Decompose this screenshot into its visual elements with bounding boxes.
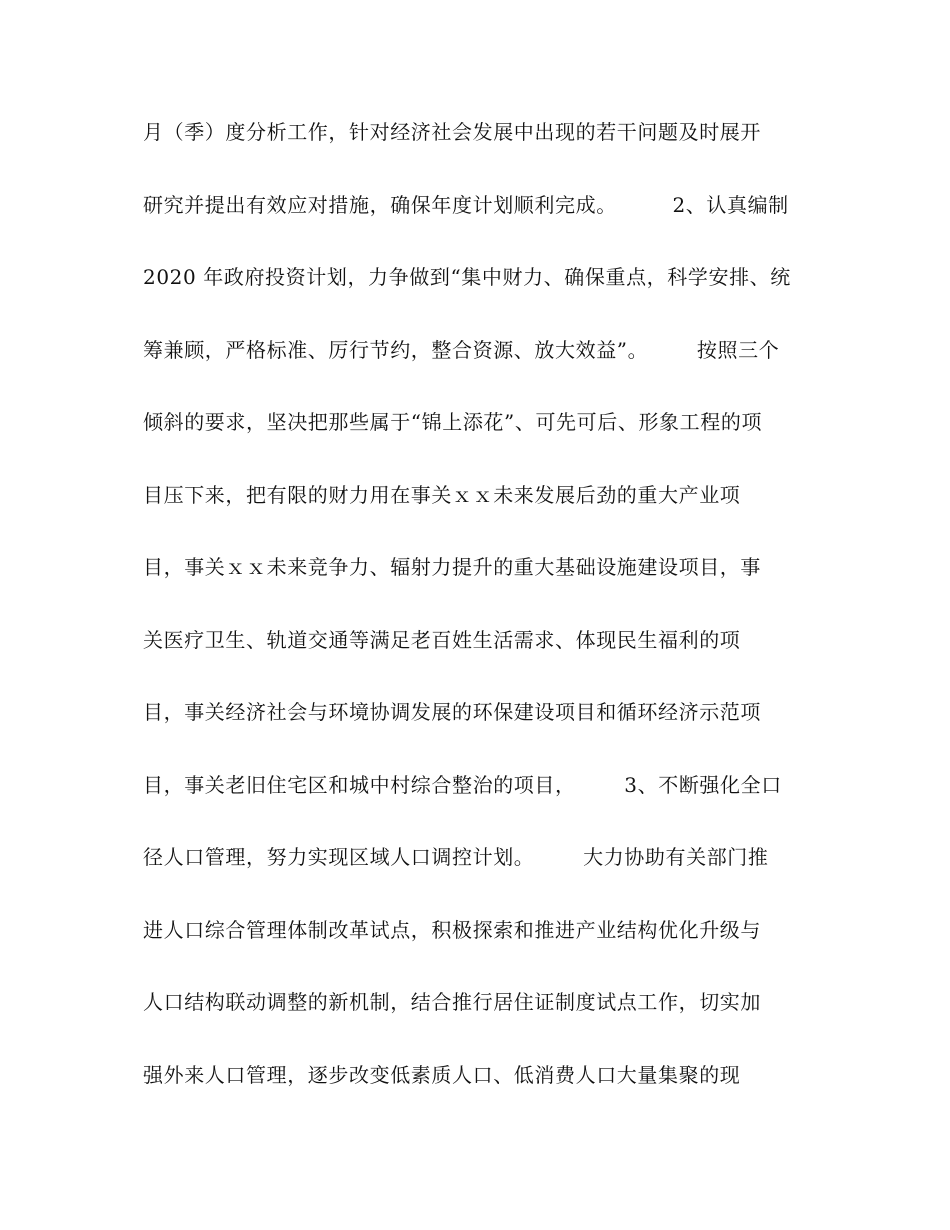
text-line: 月（季）度分析工作，针对经济社会发展中出现的若干问题及时展开	[143, 120, 761, 144]
text-line: 筹兼顾，严格标准、厉行节约，整合资源、放大效益”。 按照三个	[143, 337, 780, 362]
text-line: 人口结构联动调整的新机制，结合推行居住证制度试点工作，切实加	[143, 990, 761, 1014]
text-line: 进人口综合管理体制改革试点，积极探索和推进产业结构优化升级与	[143, 917, 761, 942]
text-line: 倾斜的要求，坚决把那些属于“锦上添花”、可先可后、形象工程的项	[143, 410, 763, 434]
text-line: 目，事关ｘｘ未来竞争力、辐射力提升的重大基础设施建设项目，事	[143, 555, 761, 579]
text-line: 目，事关经济社会与环境协调发展的环保建设项目和循环经济示范项	[143, 700, 761, 724]
text-line: 2020 年政府投资计划，力争做到“集中财力、确保重点，科学安排、统	[143, 265, 791, 289]
text-line: 关医疗卫生、轨道交通等满足老百姓生活需求、体现民生福利的项	[143, 627, 741, 652]
text-line: 目压下来，把有限的财力用在事关ｘｘ未来发展后劲的重大产业项	[143, 482, 741, 507]
document-body-text	[143, 112, 823, 1127]
text-line: 径人口管理，努力实现区域人口调控计划。 大力协助有关部门推	[143, 845, 769, 869]
text-line: 强外来人口管理，逐步改变低素质人口、低消费人口大量集聚的现	[143, 1062, 741, 1087]
text-line: 研究并提出有效应对措施，确保年度计划顺利完成。 2、认真编制	[143, 192, 789, 217]
text-line: 目，事关老旧住宅区和城中村综合整治的项目， 3、不断强化全口	[143, 772, 782, 797]
